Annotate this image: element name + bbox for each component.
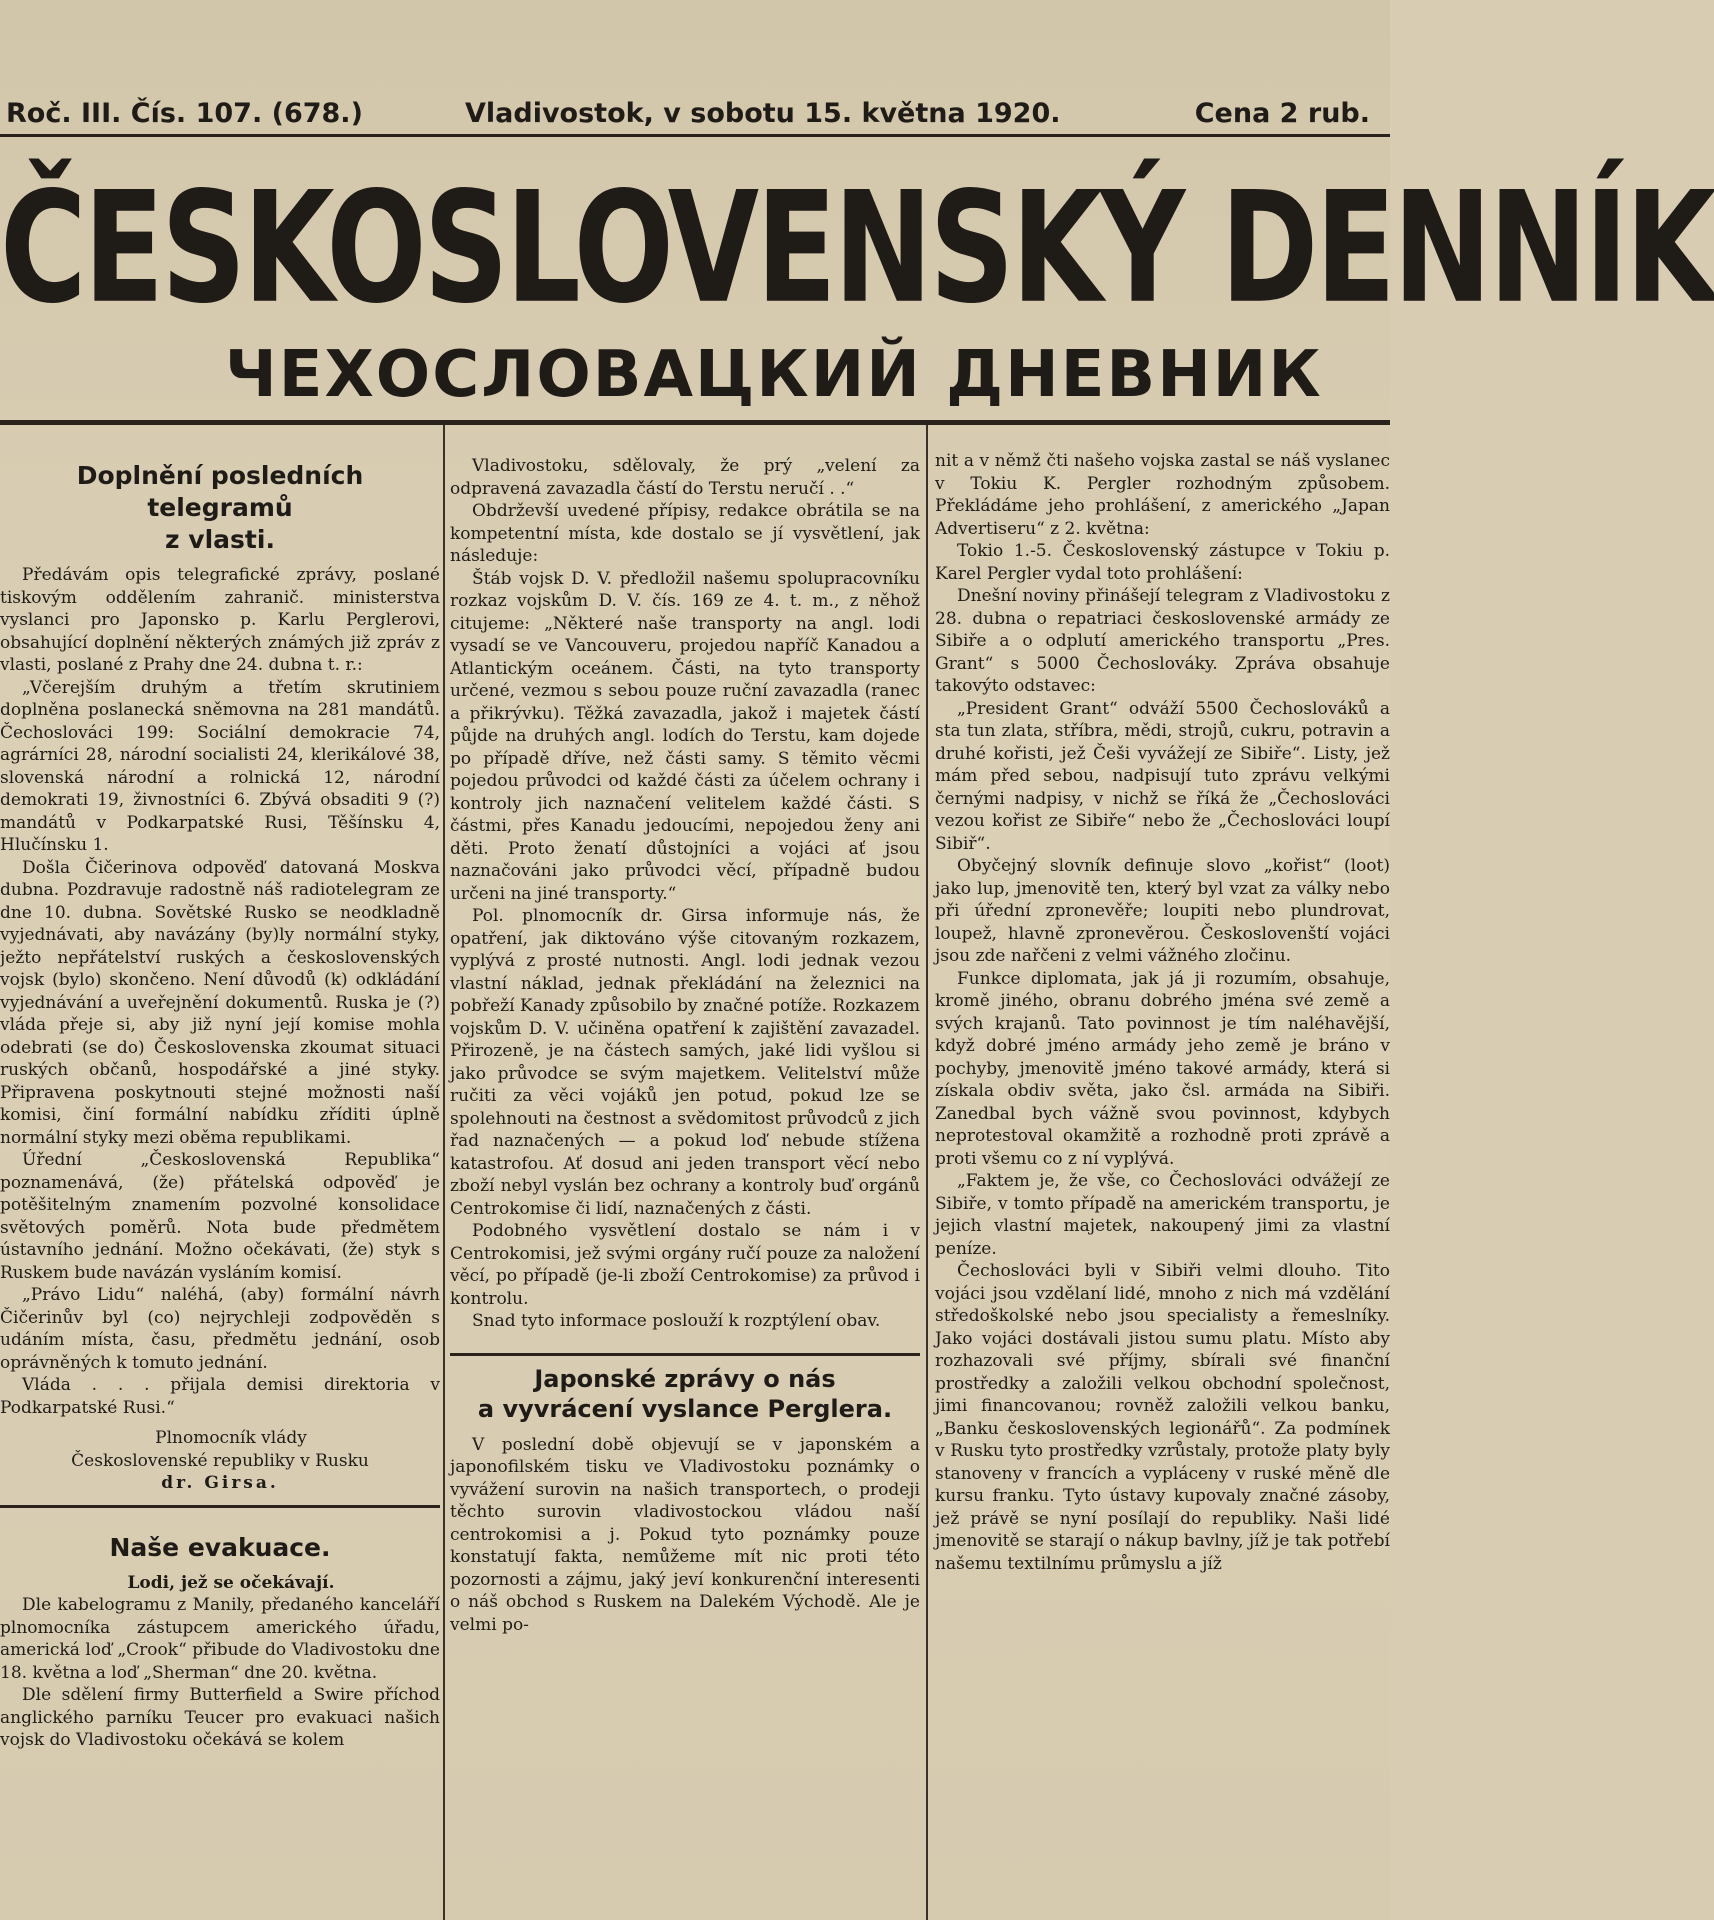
- column-divider: [443, 425, 445, 1920]
- article-paragraph: nit a v němž čti našeho vojska zastal se náš vyslanec v Tokiu K. Pergler rozhodným způsobem. Překládáme jeho prohlášení, z amerického „Japan Advertiseru“ z 2. května:: [935, 451, 1390, 539]
- price: Cena 2 rub.: [1194, 98, 1370, 129]
- article-paragraph: Štáb vojsk D. V. předložil našemu spolupracovníku rozkaz vojskům D. V. čís. 169 ze 4. t. m., z něhož citujeme: „Některé naše transporty na angl. lodi vysadí se ve Vancouveru, projedou napříč Kanadou a Atlantickým oceánem. Části, na tyto transporty určené, vezmou s sebou pouze ruční zavazadla (ranec a přikrývku). Těžká zavazadla, jakož i majetek částí půjde na druhých angl. lodích do Terstu, kam dojede po případě dříve, než části samy. S těmito věcmi pojedou průvodci od každé části za účelem ochrany i kontroly jich naznačení velitelem každé části. S částmi, přes Kanadu jedoucími, nepojedou ženy ani děti. Proto ženatí důstojníci a vojáci ať jsou naznačováni jako průvodci věcí, případně budou určeni na jiné transporty.“: [450, 568, 920, 904]
- column-divider: [926, 425, 928, 1920]
- column-2: [450, 455, 920, 1920]
- signature: Plnomocník vlády Československé republiky v Rusku dr. Girsa.: [71, 1428, 369, 1493]
- article-paragraph: „Faktem je, že vše, co Čechoslováci odvážejí ze Sibiře, v tomto případě na americkém transportu, je jejich vlastní majetek, nakoupený jimi za vlastní peníze.: [935, 1171, 1390, 1259]
- article-paragraph: Dle sdělení firmy Butterfield a Swire příchod anglického parníku Teucer pro evakuaci našich vojsk do Vladivostoku očekává se kolem: [0, 1685, 440, 1750]
- header-rule: [0, 420, 1390, 425]
- article-paragraph: Tokio 1.-5. Československý zástupce v Tokiu p. Karel Pergler vydal toto prohlášení:: [935, 541, 1390, 584]
- article-headline: Naše evakuace.: [109, 1532, 331, 1562]
- article-paragraph: Obyčejný slovník definuje slovo „kořist“ (loot) jako lup, jmenovitě ten, který byl vzat za války nebo při úřední zpronevěře; loupiti nebo plundrovat, loupež, hlavně zpronevěrou. Českoslovenští vojáci jsou zde nařčeni z velmi vážného zločinu.: [935, 856, 1390, 966]
- article-paragraph: Funkce diplomata, jak já ji rozumím, obsahuje, kromě jiného, obranu dobrého jména své země a svých krajanů. Tato povinnost je tím naléhavější, když dobré jméno armády jeho země je bráno v pochyby, jmenovitě jméno takové armády, která si získala obdiv světa, jako čsl. armáda na Sibiři. Zanedbal bych vážně svou povinnost, kdybych neprotestoval okamžitě a rozhodně proti zprávě a proti všemu co z ní vyplývá.: [935, 968, 1390, 1169]
- article-paragraph: Vláda . . . přijala demisi direktoria v Podkarpatské Rusi.“: [0, 1375, 440, 1418]
- article-subheadline: Lodi, jež se očekávají.: [127, 1572, 335, 1593]
- article-paragraph: „Právo Lidu“ naléhá, (aby) formální návrh Čičerinův byl (co) nejrychleji zodpověděn s udáním místa, času, předmětu jednání, osob oprávněných k tomuto jednání.: [0, 1285, 440, 1373]
- issue-number: Roč. III. Čís. 107. (678.): [6, 98, 363, 129]
- section-divider: [450, 1353, 920, 1356]
- article-paragraph: Dle kabelogramu z Manily, předaného kanceláří plnomocníka zástupcem amerického úřadu, americká loď „Crook“ přibude do Vladivostoku dne 18. května a loď „Sherman“ dne 20. května.: [0, 1595, 440, 1683]
- article-paragraph: Snad tyto informace poslouží k rozptýlení obav.: [472, 1311, 881, 1331]
- article-headline: Doplnění posledních telegramů z vlasti.: [76, 461, 364, 554]
- article-paragraph: Pol. plnomocník dr. Girsa informuje nás, že opatření, jak diktováno výše citovaným rozkazem, vyplývá z prosté nutnosti. Angl. lodi jednak vezou vlastní náklad, jednak překládání na železnici na pobřeží Kanady způsobilo by značné potíže. Rozkazem vojskům D. V. učiněna opatření k zajištění zavazadel. Přirozeně, je na částech samých, jaké lidi vyšlou si jako průvodce se svým majetkem. Velitelství může ručiti za věci vojáků jen potud, pokud lze se spolehnouti na čestnost a svědomitost průvodců z jich řad naznačených — a pokud loď nebude stížena katastrofou. Ať dosud ani jeden transport věcí nebo zboží nebyl vyslán bez ochrany a kontroly buď orgánů Centrokomise či lidí, naznačených z části.: [450, 906, 920, 1219]
- article-paragraph: Dnešní noviny přinášejí telegram z Vladivostoku z 28. dubna o repatriaci československé armády ze Sibiře a o odplutí amerického transportu „Pres. Grant“ s 5000 Čechoslováky. Zpráva obsahuje takovýto odstavec:: [935, 586, 1390, 696]
- article-paragraph: V poslední době objevují se v japonském a japonofilském tisku ve Vladivostoku poznámky o vyvážení surovin na našich transportech, o prodeji těchto surovin vladivostockou vládou naší centrokomisi a j. Pokud tyto poznámky pouze konstatují fakta, nemůžeme mít nic proti této pozornosti a zájmu, jaký jeví konkurenční interesenti o náš obchod s Ruskem na Dalekém Východě. Ale je velmi po-: [450, 1434, 920, 1635]
- article-paragraph: Čechoslováci byli v Sibiři velmi dlouho. Tito vojáci jsou vzdělaní lidé, mnoho z nich má vzdělání středoškolské nebo jsou specialisty a řemeslníky. Jako vojáci dostávali jistou sumu platu. Místo aby rozhazovali své příjmy, sbírali své finanční prostředky a založili velkou obchodní společnost, jimi financovanou; rovněž založili velkou banku, „Banku československých legionářů“. Za podmínek v Rusku tyto prostředky vzrůstaly, protože platy byly stanoveny v francích a vypláceny v ruské měně dle kursu franku. Tyto ústavy kupovaly značné zásoby, jež právě se nyní posílají do republiky. Naši lidé jmenovitě se starají o nákup bavlny, jíž je tak potřebí našemu textilnímu průmyslu a jíž: [935, 1261, 1390, 1574]
- article-paragraph: Předávám opis telegrafické zprávy, poslané tiskovým oddělením zahranič. ministerstva vyslanci pro Japonsko p. Karlu Perglerovi, obsahující doplnění některých známých již zpráv z vlasti, poslané z Prahy dne 24. dubna t. r.:: [0, 565, 440, 675]
- newspaper-subtitle: ЧЕХОСЛОВАЦКИЙ ДНЕВНИК: [225, 338, 1323, 412]
- article-paragraph: Došla Čičerinova odpověď datovaná Moskva dubna. Pozdravuje radostně náš radiotelegram ze dne 10. dubna. Sovětské Rusko se neodkladně vyjednávati, aby navázány (by)ly normální styky, ježto nepřátelství ruských a československých vojsk (bylo) skončeno. Není důvodů (k) odkládání vyjednávání a uveřejnění dokumentů. Ruska je (?) vláda přeje si, aby již nyní její komise mohla odebrati (se do) Československa zkoumat situaci ruských občanů, hospodářské a jiné styky. Připravena poskytnouti stejné možnosti naší komisi, činí formální nabídku zříditi úplně normální styky mezi oběma republikami.: [0, 857, 440, 1148]
- section-divider: [0, 1505, 440, 1508]
- article-paragraph: Úřední „Československá Republika“ poznamenává, (že) přátelská odpověď je potěšitelným znamením pozvolné konsolidace světových poměrů. Nota bude předmětem ústavního jednání. Možno očekávati, (že) styk s Ruskem bude navázán vysláním komisí.: [0, 1150, 440, 1283]
- column-1: [0, 455, 440, 1920]
- article-paragraph: Podobného vysvětlení dostalo se nám i v Centrokomisi, jež svými orgány ručí pouze za naložení věcí, po případě (je-li zboží Centrokomise) za průvod i kontrolu.: [450, 1221, 920, 1309]
- article-paragraph: „Včerejším druhým a třetím skrutiniem doplněna poslanecká sněmovna na 281 mandátů. Čechoslováci 199: Sociální demokracie 74, agrárníci 28, národní socialisti 24, klerikálové 38, slovenská národní a rolnická 12, národní demokrati 19, živnostníci 6. Zbývá obsaditi 9 (?) mandátů v Podkarpatské Rusi, Těšínsku 4, Hlučínsku 1.: [0, 677, 440, 855]
- article-paragraph: Vladivostoku, sdělovaly, že prý „velení za odpravená zavazadla částí do Terstu neručí . .“: [450, 456, 920, 499]
- masthead-rule: [0, 134, 1390, 137]
- column-3: [935, 450, 1390, 1920]
- newspaper-title: ČESKOSLOVENSKÝ DENNÍK: [0, 157, 1714, 338]
- article-paragraph: „President Grant“ odváží 5500 Čechoslováků a sta tun zlata, stříbra, mědi, strojů, cukru, potravin a druhé kořisti, jež Češi vyvážejí ze Sibiře“. Listy, jež mám před sebou, nadpisují tuto zprávu velkými černými nadpisy, v nichž se říká že „Čechoslováci vezou kořist ze Sibiře“ nebo že „Čechoslováci loupí Sibiř“.: [935, 698, 1390, 854]
- article-paragraph: Obdrževší uvedené přípisy, redakce obrátila se na kompetentní místa, kde dostalo se jí vysvětlení, jak následuje:: [450, 501, 920, 566]
- dateline: Vladivostok, v sobotu 15. května 1920.: [465, 98, 1061, 129]
- article-headline: Japonské zprávy o nás a vyvrácení vyslance Perglera.: [477, 1364, 893, 1423]
- masthead-info-line: [0, 92, 1390, 134]
